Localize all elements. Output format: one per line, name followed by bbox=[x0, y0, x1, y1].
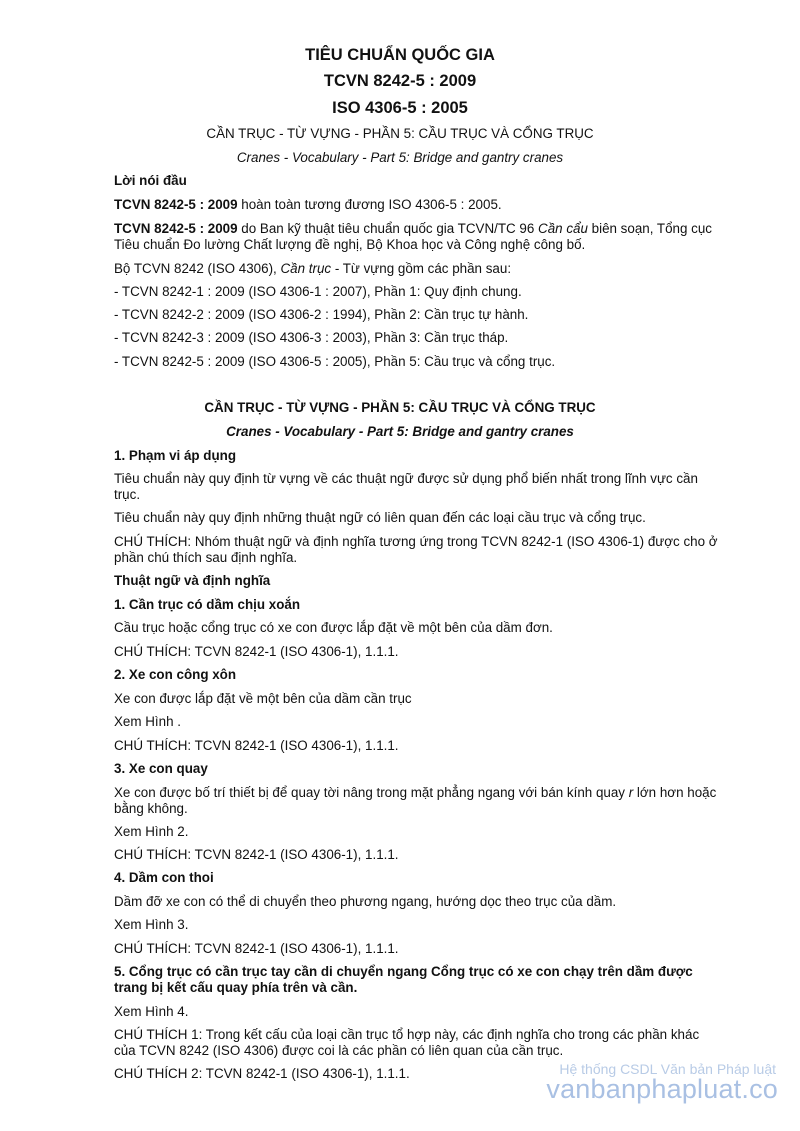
terms-heading: Thuật ngữ và định nghĩa bbox=[114, 573, 271, 588]
paragraph-text: hoàn toàn tương đương ISO 4306-5 : 2005. bbox=[237, 197, 502, 212]
committee-name: Cần cẩu bbox=[538, 221, 588, 236]
series-name: Cần trục bbox=[280, 261, 332, 276]
iso-number: ISO 4306-5 : 2005 bbox=[332, 99, 468, 117]
foreword-paragraph-2 bbox=[114, 221, 724, 253]
watermark-caption: Hệ thống CSDL Văn bản Pháp luật bbox=[559, 1061, 776, 1077]
subtitle-vietnamese: CẦN TRỤC - TỪ VỰNG - PHẦN 5: CẦU TRỤC VÀ CỔNG TRỤC bbox=[206, 126, 594, 141]
term-5-note-2: CHÚ THÍCH 2: TCVN 8242-1 (ISO 4306-1), 1.1.1. bbox=[114, 1066, 410, 1081]
definition-text: Xe con được bố trí thiết bị để quay tời nâng trong mặt phẳng ngang với bán kính quay bbox=[114, 785, 629, 800]
paragraph-text: - Từ vựng gồm các phần sau: bbox=[331, 261, 512, 276]
term-4-note: CHÚ THÍCH: TCVN 8242-1 (ISO 4306-1), 1.1.1. bbox=[114, 941, 399, 956]
section-title-english: Cranes - Vocabulary - Part 5: Bridge and gantry cranes bbox=[226, 424, 574, 439]
term-2-definition: Xe con được lắp đặt về một bên của dầm cần trục bbox=[114, 691, 412, 706]
term-1-heading: 1. Cần trục có dầm chịu xoắn bbox=[114, 597, 301, 612]
term-2-figure-reference: Xem Hình . bbox=[114, 714, 181, 729]
scope-paragraph-2: Tiêu chuẩn này quy định những thuật ngữ có liên quan đến các loại cầu trục và cổng trục. bbox=[114, 510, 646, 525]
term-5-figure-reference: Xem Hình 4. bbox=[114, 1004, 189, 1019]
standard-number: TCVN 8242-5 : 2009 bbox=[323, 72, 477, 90]
term-3-definition bbox=[114, 785, 724, 817]
subtitle-english: Cranes - Vocabulary - Part 5: Bridge and gantry cranes bbox=[236, 150, 564, 165]
term-2-heading: 2. Xe con công xôn bbox=[114, 667, 237, 682]
scope-paragraph-1: Tiêu chuẩn này quy định từ vựng về các thuật ngữ được sử dụng phổ biến nhất trong lĩnh vực cần trục. bbox=[114, 471, 698, 502]
term-5-note-1: CHÚ THÍCH 1: Trong kết cấu của loại cần trục tổ hợp này, các định nghĩa cho trong các phần khác của TCVN 8242 (ISO 4306) được coi là các phần có liên quan của cần trục. bbox=[114, 1027, 700, 1058]
term-5-heading: 5. Cổng trục có cần trục tay cần di chuyển ngang Cổng trục có xe con chạy trên dầm được trang bị kết cấu quay phía trên và cần. bbox=[114, 964, 693, 995]
paragraph-text: do Ban kỹ thuật tiêu chuẩn quốc gia TCVN/TC 96 bbox=[237, 221, 539, 236]
term-1-definition: Cầu trục hoặc cổng trục có xe con được lắp đặt về một bên của dầm đơn. bbox=[114, 620, 553, 635]
term-3-note: CHÚ THÍCH: TCVN 8242-1 (ISO 4306-1), 1.1.1. bbox=[114, 847, 399, 862]
term-3-heading: 3. Xe con quay bbox=[114, 761, 208, 776]
term-3-figure-reference: Xem Hình 2. bbox=[114, 824, 189, 839]
standard-reference: TCVN 8242-5 : 2009 bbox=[114, 221, 238, 236]
paragraph-text: Bộ TCVN 8242 (ISO 4306), bbox=[114, 261, 281, 276]
watermark-site-link[interactable]: vanbanphapluat.co bbox=[546, 1074, 778, 1104]
term-4-heading: 4. Dầm con thoi bbox=[114, 870, 214, 885]
term-4-figure-reference: Xem Hình 3. bbox=[114, 917, 189, 932]
part-list-item: - TCVN 8242-2 : 2009 (ISO 4306-2 : 1994), Phần 2: Cần trục tự hành. bbox=[114, 307, 529, 322]
term-2-note: CHÚ THÍCH: TCVN 8242-1 (ISO 4306-1), 1.1.1. bbox=[114, 738, 399, 753]
part-list-item: - TCVN 8242-3 : 2009 (ISO 4306-3 : 2003), Phần 3: Cần trục tháp. bbox=[114, 330, 509, 345]
part-list-item: - TCVN 8242-5 : 2009 (ISO 4306-5 : 2005), Phần 5: Cầu trục và cổng trục. bbox=[114, 354, 556, 369]
radius-symbol: r bbox=[628, 785, 634, 800]
term-4-definition: Dầm đỡ xe con có thể di chuyển theo phương ngang, hướng dọc theo trục của dầm. bbox=[114, 894, 617, 909]
paragraph-text: biên soạn, Tổng cục Tiêu chuẩn Đo lường Chất lượng đề nghị, Bộ Khoa học và Công nghệ công bố. bbox=[114, 221, 712, 252]
standard-reference: TCVN 8242-5 : 2009 bbox=[114, 197, 238, 212]
scope-note: CHÚ THÍCH: Nhóm thuật ngữ và định nghĩa tương ứng trong TCVN 8242-1 (ISO 4306-1) được cho ở phần chú thích sau định nghĩa. bbox=[114, 534, 718, 565]
document-title: TIÊU CHUẨN QUỐC GIA bbox=[305, 46, 495, 64]
foreword-paragraph-1 bbox=[114, 197, 724, 213]
foreword-heading: Lời nói đầu bbox=[114, 173, 187, 188]
definition-text: lớn hơn hoặc bằng không. bbox=[114, 785, 717, 816]
part-list-item: - TCVN 8242-1 : 2009 (ISO 4306-1 : 2007), Phần 1: Quy định chung. bbox=[114, 284, 522, 299]
foreword-paragraph-3 bbox=[114, 261, 724, 277]
scope-heading: 1. Phạm vi áp dụng bbox=[114, 448, 237, 463]
term-1-note: CHÚ THÍCH: TCVN 8242-1 (ISO 4306-1), 1.1.1. bbox=[114, 644, 399, 659]
section-title-vietnamese: CẦN TRỤC - TỪ VỰNG - PHẦN 5: CẦU TRỤC VÀ CỔNG TRỤC bbox=[204, 400, 596, 415]
